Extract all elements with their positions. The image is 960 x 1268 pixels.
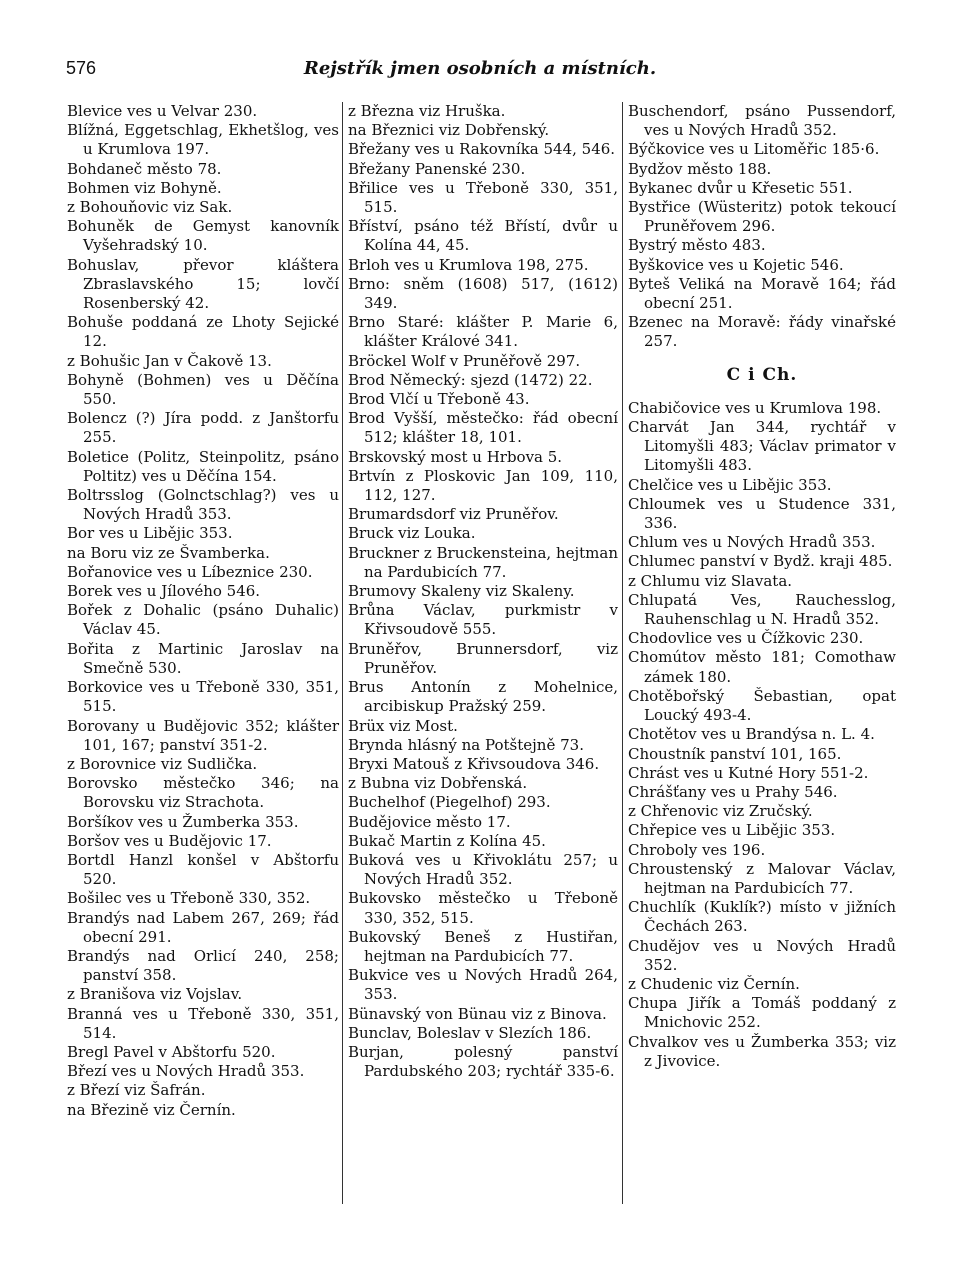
index-entry: Byteš Veliká na Moravě 164; řád obecní 251.: [628, 274, 896, 313]
index-entry: Bortdl Hanzl konšel v Abštorfu 520.: [67, 850, 339, 889]
index-entry: Borovany u Budějovic 352; klášter 101, 167; panství 351-2.: [67, 716, 339, 754]
index-entry: Brandýs nad Labem 267, 269; řád obecní 291.: [67, 908, 339, 946]
index-entry: Chuchlík (Kuklík?) místo v jižních Čechách 263.: [628, 898, 896, 936]
index-entry: Bydžov město 188.: [628, 159, 772, 178]
index-entry: Bregl Pavel v Abštorfu 520.: [67, 1042, 276, 1061]
index-entry: Břilice ves u Třeboně 330, 351, 515.: [348, 178, 618, 217]
index-entry: Borkovice ves u Třeboně 330, 351, 515.: [67, 678, 339, 716]
index-entry: z Března viz Hruška.: [348, 102, 506, 120]
index-column-2: [348, 102, 618, 1081]
index-entry: Brandýs nad Orlicí 240, 258; panství 358.: [67, 946, 339, 985]
index-entry: z Březí viz Šafrán.: [67, 1081, 206, 1100]
index-entry: Bříství, psáno též Břístí, dvůr u Kolína 44, 45.: [348, 217, 618, 255]
index-entry: Bröckel Wolf v Pruněřově 297.: [348, 351, 581, 370]
index-entry: Chotětov ves u Brandýsa n. L. 4.: [628, 725, 875, 744]
index-entry: Bukač Martin z Kolína 45.: [348, 831, 546, 850]
column-rule: [342, 102, 343, 1204]
index-entry: Chabičovice ves u Krumlova 198.: [628, 398, 882, 417]
index-entry: Bor ves u Libějic 353.: [67, 524, 233, 543]
index-entry: Boršov ves u Budějovic 17.: [67, 831, 272, 850]
index-column-3: [628, 102, 896, 1071]
index-entry: Chroustenský z Malovar Václav, hejtman na Pardubicích 77.: [628, 859, 896, 897]
index-entry: Boltrsslog (Golnctschlag?) ves u Nových Hradů 353.: [67, 486, 339, 524]
index-entry: Bystrý město 483.: [628, 236, 766, 255]
index-entry: Bohuněk de Gemyst kanovník Vyšehradský 10.: [67, 217, 339, 255]
index-entry: Břežany ves u Rakovníka 544, 546.: [348, 140, 616, 159]
index-entry: Bohdaneč město 78.: [67, 159, 222, 178]
index-entry: Bünavský von Bünau viz z Binova.: [348, 1004, 607, 1023]
index-entry: Borek ves u Jílového 546.: [67, 582, 261, 601]
index-entry: Býčkovice ves u Litoměřic 185·6.: [628, 140, 880, 159]
index-entry: Bykanec dvůr u Křesetic 551.: [628, 178, 853, 197]
index-entry: Bohyně (Bohmen) ves u Děčína 550.: [67, 370, 339, 409]
index-entry: Chloumek ves u Studence 331, 336.: [628, 494, 896, 533]
index-entry: Březí ves u Nových Hradů 353.: [67, 1062, 305, 1081]
index-entry: Chotěbořský Šebastian, opat Loucký 493-4.: [628, 686, 896, 725]
index-entry: Chrášťany ves u Prahy 546.: [628, 782, 838, 801]
index-entry: Bukovský Beneš z Hustiřan, hejtman na Pardubicích 77.: [348, 927, 618, 965]
page-number: 576: [66, 58, 97, 78]
page-header: [66, 58, 894, 88]
index-entry: Bošilec ves u Třeboně 330, 352.: [67, 889, 311, 908]
page-title: Rejstřík jmen osobních a místních.: [303, 58, 657, 79]
index-entry: Bruněřov, Brunnersdorf, viz Pruněřov.: [348, 639, 618, 677]
column-rule: [622, 102, 623, 1204]
index-entry: z Chudenic viz Černín.: [628, 974, 800, 993]
index-entry: Boletice (Politz, Steinpolitz, psáno Poltitz) ves u Děčína 154.: [67, 447, 339, 485]
index-entry: Brod Vlčí u Třeboně 43.: [348, 390, 530, 409]
index-entry: Bořanovice ves u Líbeznice 230.: [67, 562, 313, 581]
index-entry: Chroboly ves 196.: [628, 840, 766, 859]
index-entry: Bukvice ves u Nových Hradů 264, 353.: [348, 966, 618, 1004]
index-entry: Brůna Václav, purkmistr v Křivsoudově 555.: [348, 601, 618, 639]
index-entry: Bohmen viz Bohyně.: [67, 178, 222, 197]
index-entry: Bzenec na Moravě: řády vinařské 257.: [628, 313, 896, 351]
index-entry: Bořita z Martinic Jaroslav na Smečně 530.: [67, 639, 339, 677]
index-entry: Bolencz (?) Jíra podd. z Janštorfu 255.: [67, 409, 339, 447]
index-entry: Brno: sněm (1608) 517, (1612) 349.: [348, 274, 618, 313]
index-entry: Brskovský most u Hrbova 5.: [348, 447, 563, 466]
index-entry: Chomútov město 181; Comothaw zámek 180.: [628, 648, 896, 686]
index-entry: Chrást ves u Kutné Hory 551-2.: [628, 763, 869, 782]
index-entry: Bystřice (Wüsteritz) potok tekoucí Pruněřovem 296.: [628, 198, 896, 236]
index-entry: Charvát Jan 344, rychtář v Litomyšli 483; Václav primator v Litomyšli 483.: [628, 418, 896, 475]
index-entry: na Boru viz ze Švamberka.: [67, 543, 270, 562]
index-entry: Chlupatá Ves, Rauchesslog, Rauhenschlag u N. Hradů 352.: [628, 590, 896, 629]
index-column-1: [67, 102, 339, 1120]
index-entry: z Bohušic Jan v Čakově 13.: [67, 351, 272, 370]
index-entry: Chřepice ves u Libějic 353.: [628, 821, 836, 840]
index-entry: Choustník panství 101, 165.: [628, 744, 842, 763]
index-entry: Chlumec panství v Bydž. kraji 485.: [628, 552, 893, 571]
index-entry: Břežany Panenské 230.: [348, 159, 526, 178]
index-entry: Bohuše poddaná ze Lhoty Sejické 12.: [67, 313, 339, 351]
index-entry: Byškovice ves u Kojetic 546.: [628, 255, 844, 274]
index-entry: Buková ves u Křivoklátu 257; u Nových Hradů 352.: [348, 850, 618, 889]
index-entry: Bunclav, Boleslav v Slezích 186.: [348, 1023, 592, 1042]
index-entry: Brloh ves u Krumlova 198, 275.: [348, 255, 589, 274]
index-entry: Chupa Jiřík a Tomáš poddaný z Mnichovic 252.: [628, 994, 896, 1032]
index-entry: Brumovy Skaleny viz Skaleny.: [348, 582, 575, 601]
index-entry: Burjan, polesný panství Pardubského 203; rychtář 335-6.: [348, 1042, 618, 1081]
index-entry: z Branišova viz Vojslav.: [67, 985, 243, 1004]
index-entry: na Březnici viz Dobřenský.: [348, 121, 550, 140]
index-entry: Blížná, Eggetschlag, Ekhetšlog, ves u Krumlova 197.: [67, 121, 339, 159]
index-entry: Branná ves u Třeboně 330, 351, 514.: [67, 1004, 339, 1042]
index-entry: Boršíkov ves u Žumberka 353.: [67, 812, 299, 831]
index-entry: Bruckner z Bruckensteina, hejtman na Pardubicích 77.: [348, 543, 618, 581]
index-entry: Bruck viz Louka.: [348, 524, 476, 543]
index-entry: Borovsko městečko 346; na Borovsku viz Strachota.: [67, 774, 339, 812]
index-entry: Brüx viz Most.: [348, 716, 458, 735]
index-entry: Brod Německý: sjezd (1472) 22.: [348, 370, 593, 389]
index-entry: Brtvín z Ploskovic Jan 109, 110, 112, 127.: [348, 466, 618, 505]
index-entry: z Bubna viz Dobřenská.: [348, 774, 528, 793]
index-entry: Blevice ves u Velvar 230.: [67, 102, 258, 120]
index-entry: Buschendorf, psáno Pussendorf, ves u Nových Hradů 352.: [628, 102, 896, 140]
index-entry: Chodovlice ves u Čížkovic 230.: [628, 629, 864, 648]
index-entry: Bořek z Dohalic (psáno Duhalic) Václav 45.: [67, 601, 339, 639]
index-entry: Chelčice ves u Libějic 353.: [628, 475, 832, 494]
section-heading: C i Ch.: [726, 364, 798, 385]
index-entry: na Březině viz Černín.: [67, 1100, 236, 1119]
index-entry: Chlum ves u Nových Hradů 353.: [628, 533, 876, 552]
index-entry: Chvalkov ves u Žumberka 353; viz z Jivovice.: [628, 1032, 896, 1070]
index-entry: Brumardsdorf viz Pruněřov.: [348, 505, 559, 524]
index-entry: Bohuslav, převor kláštera Zbraslavského 15; lovčí Rosenberský 42.: [67, 255, 339, 313]
index-entry: Budějovice město 17.: [348, 812, 511, 831]
index-entry: Brus Antonín z Mohelnice, arcibiskup Pražský 259.: [348, 678, 618, 716]
index-entry: Buchelhof (Piegelhof) 293.: [348, 793, 551, 812]
index-entry: Bryxi Matouš z Křivsoudova 346.: [348, 754, 600, 773]
index-entry: Chudějov ves u Nových Hradů 352.: [628, 936, 896, 974]
index-entry: z Chřenovic viz Zručský.: [628, 802, 813, 821]
index-entry: z Borovnice viz Sudlička.: [67, 754, 258, 773]
index-entry: Brynda hlásný na Potštejně 73.: [348, 735, 584, 754]
index-entry: Brno Staré: klášter P. Marie 6, klášter Králové 341.: [348, 313, 618, 351]
index-entry: z Bohouňovic viz Sak.: [67, 198, 233, 217]
index-entry: Bukovsko městečko u Třeboně 330, 352, 515.: [348, 889, 618, 927]
index-entry: Brod Vyšší, městečko: řád obecní 512; klášter 18, 101.: [348, 409, 618, 447]
index-entry: z Chlumu viz Slavata.: [628, 571, 793, 590]
